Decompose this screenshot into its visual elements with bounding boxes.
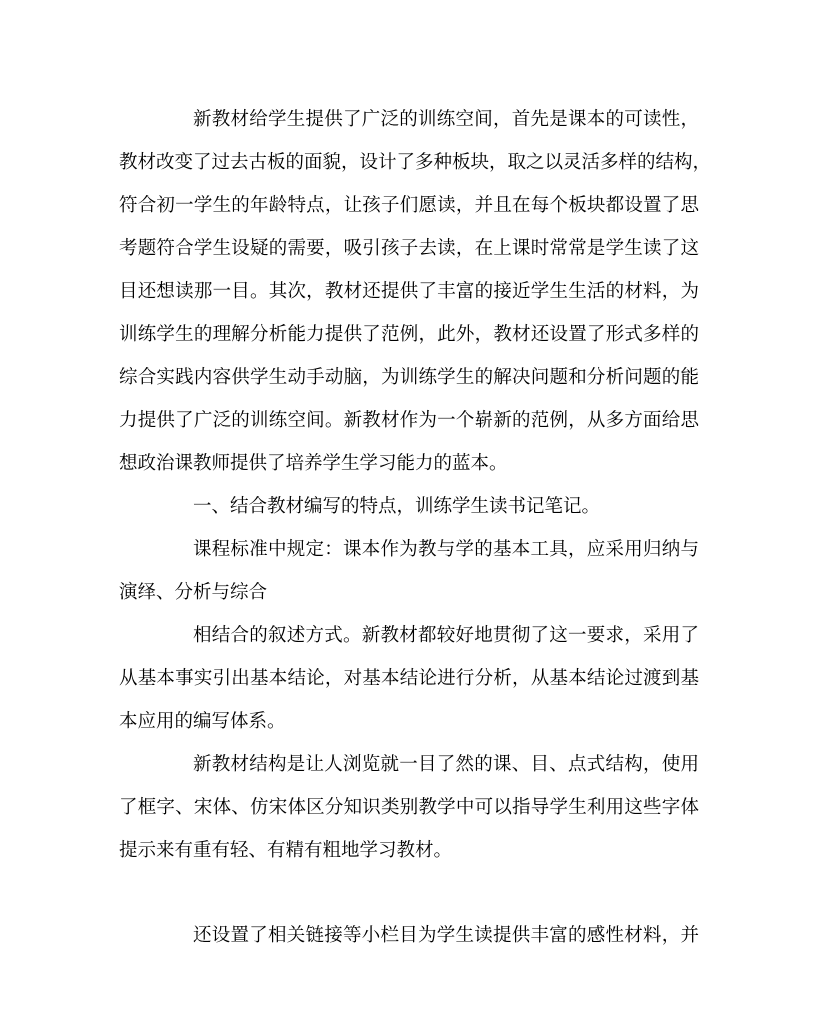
paragraph-1-line-3: 符合初一学生的年龄特点，让孩子们愿读，并且在每个板块都设置了思 (119, 195, 699, 216)
paragraph-1-line-6: 训练学生的理解分析能力提供了范例，此外，教材还设置了形式多样的 (119, 324, 699, 345)
paragraph-2-line-1: 课程标准中规定：课本作为教与学的基本工具，应采用归纳与 (193, 539, 699, 560)
paragraph-5-line-1: 还设置了相关链接等小栏目为学生读提供丰富的感性材料，并 (193, 925, 699, 946)
paragraph-4-line-2: 了框字、宋体、仿宋体区分知识类别教学中可以指导学生利用这些字体 (119, 797, 699, 818)
paragraph-2-line-2: 演绎、分析与综合 (119, 582, 268, 603)
paragraph-4-line-3: 提示来有重有轻、有精有粗地学习教材。 (119, 840, 453, 861)
section-heading: 一、结合教材编写的特点，训练学生读书记笔记。 (193, 496, 601, 517)
paragraph-1-line-7: 综合实践内容供学生动手动脑，为训练学生的解决问题和分析问题的能 (119, 367, 699, 388)
paragraph-1-line-9: 想政治课教师提供了培养学生学习能力的蓝本。 (119, 453, 508, 474)
paragraph-3-line-1: 相结合的叙述方式。新教材都较好地贯彻了这一要求，采用了 (193, 625, 699, 646)
paragraph-4-line-1: 新教材结构是让人浏览就一目了然的课、目、点式结构，使用 (193, 754, 699, 775)
paragraph-1-line-8: 力提供了广泛的训练空间。新教材作为一个崭新的范例，从多方面给思 (119, 410, 699, 431)
paragraph-1-line-1: 新教材给学生提供了广泛的训练空间，首先是课本的可读性， (193, 109, 699, 130)
paragraph-3-line-2: 从基本事实引出基本结论，对基本结论进行分析，从基本结论过渡到基 (119, 668, 699, 689)
paragraph-3-line-3: 本应用的编写体系。 (119, 711, 286, 732)
paragraph-1-line-2: 教材改变了过去古板的面貌，设计了多种板块，取之以灵活多样的结构， (119, 152, 712, 173)
paragraph-1-line-4: 考题符合学生设疑的需要，吸引孩子去读，在上课时常常是学生读了这 (119, 238, 699, 259)
paragraph-1-line-5: 目还想读那一目。其次，教材还提供了丰富的接近学生生活的材料，为 (119, 281, 699, 302)
